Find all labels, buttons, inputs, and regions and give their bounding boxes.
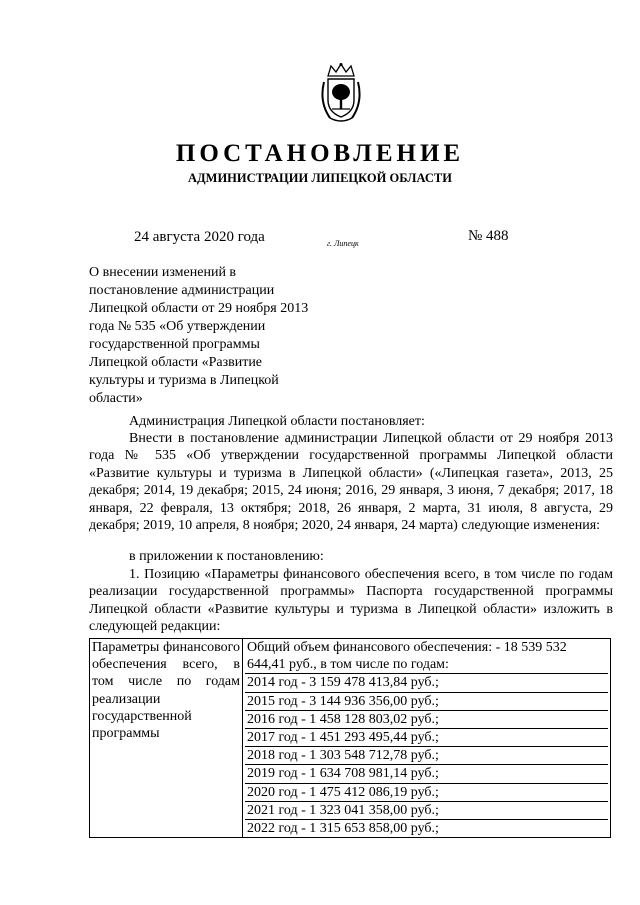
- issuing-authority: АДМИНИСТРАЦИИ ЛИПЕЦКОЙ ОБЛАСТИ: [188, 171, 452, 185]
- table-values-cell: [243, 639, 611, 838]
- table-year-row: 2019 год - 1 634 708 981,14 руб.;: [245, 765, 608, 783]
- document-subject: О внесении изменений в постановление администрации Липецкой области от 29 ноября 2013 года № 535 «Об утверждении государственной программы Липецкой области «Развитие культуры и туризма в Липецкой области»: [89, 265, 309, 406]
- coat-of-arms-emblem: [318, 62, 364, 124]
- table-year-row: 2022 год - 1 315 653 858,00 руб.;: [247, 821, 439, 837]
- intro-paragraph: Администрация Липецкой области постановляет:: [129, 414, 425, 429]
- table-year-row: 2018 год - 1 303 548 712,78 руб.;: [245, 747, 608, 765]
- document-date: 24 августа 2020 года: [134, 229, 265, 245]
- table-year-row: 2015 год - 3 144 936 356,00 руб.;: [245, 693, 608, 711]
- document-title: ПОСТАНОВЛЕНИЕ: [175, 140, 465, 167]
- table-year-row: 2021 год - 1 323 041 358,00 руб.;: [245, 802, 608, 820]
- document-number: № 488: [468, 228, 509, 244]
- table-year-row: 2020 год - 1 475 412 086,19 руб.;: [245, 784, 608, 802]
- table-row: [90, 639, 611, 838]
- main-paragraph: Внести в постановление администрации Липецкой области от 29 ноября 2013 года № 535 «Об утверждении государственной программы Липецкой области «Развитие культуры и туризма в Липецкой области» («Липецкая газета», 2013, 25 декабря; 2014, 19 декабря; 2015, 24 июня; 2016, 29 января, 3 июня, 7 декабря; 2017, 18 января, 22 февраля, 13 октября; 2018, 26 января, 2 марта, 31 июля, 8 августа, 29 декабря; 2019, 10 апреля, 8 ноября; 2020, 24 января, 24 марта) следующие изменения:: [89, 431, 613, 534]
- table-year-row: 2016 год - 1 458 128 803,02 руб.;: [245, 711, 608, 729]
- item-1-paragraph: 1. Позицию «Параметры финансового обеспечения всего, в том числе по годам реализации государственной программы» Паспорта государственной программы Липецкой области «Развитие культуры и туризма в Липецкой области» изложить в следующей редакции:: [89, 567, 613, 635]
- table-year-row: 2014 год - 3 159 478 413,84 руб.;: [245, 674, 608, 692]
- appendix-paragraph: в приложении к постановлению:: [129, 549, 324, 564]
- funding-table: [89, 638, 611, 838]
- table-year-row: 2017 год - 1 451 293 495,44 руб.;: [245, 729, 608, 747]
- document-city: г. Липецк: [327, 239, 359, 248]
- table-total: Общий объем финансового обеспечения: - 18 539 532 644,41 руб., в том числе по годам:: [245, 639, 608, 674]
- table-label-cell: Параметры финансового обеспечения всего, в том числе по годам реализации государственной программы: [90, 639, 243, 838]
